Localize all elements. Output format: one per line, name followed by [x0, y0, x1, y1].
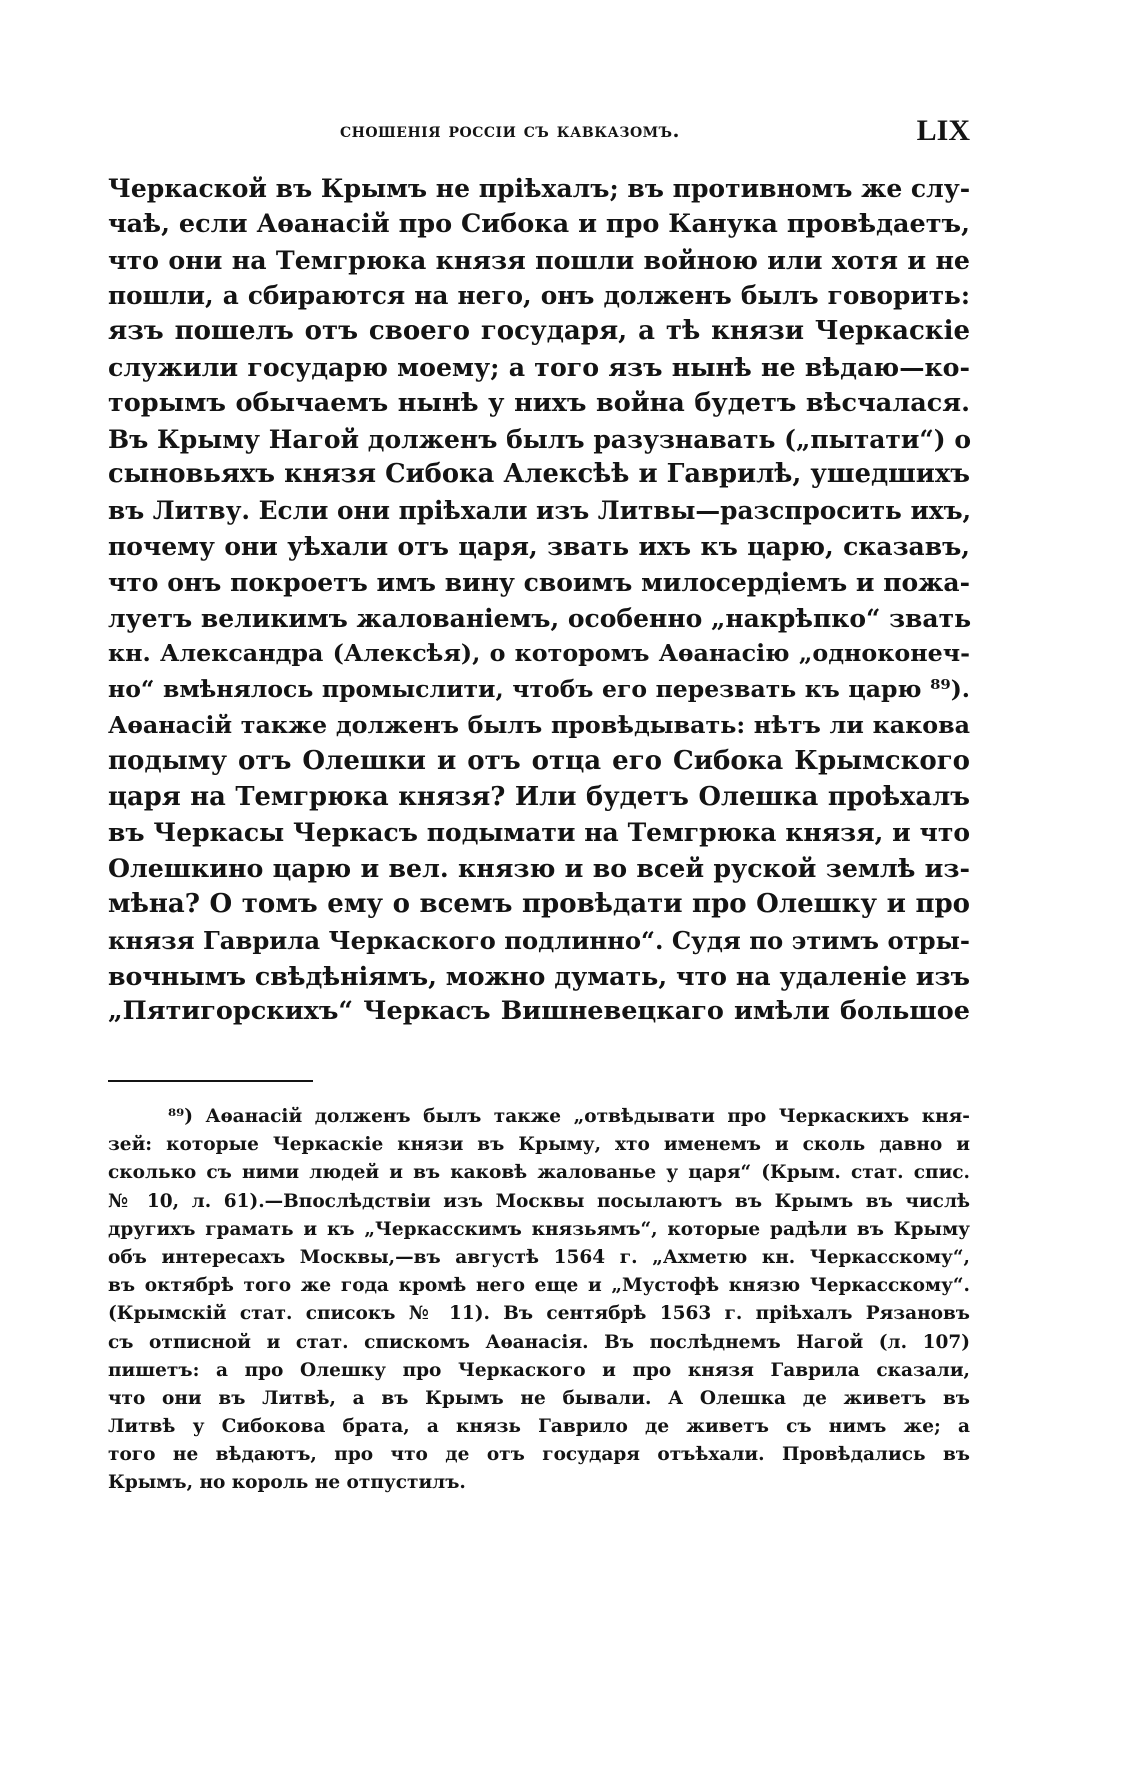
text-line: вочнымъ свѣдѣніямъ, можно думать, что на удаленіе изъ [108, 960, 970, 991]
text-line: Черкаской въ Крымъ не пріѣхалъ; въ противномъ же слу- [108, 174, 971, 203]
main-text [108, 171, 970, 1030]
text-line: въ Черкасы Черкасъ подымати на Темгрюка князя, и что [108, 818, 970, 848]
text-line: кн. Александра (Алексѣя), о которомъ Аѳанасію „одноконеч- [108, 639, 970, 668]
footnote-line: Литвѣ у Сибокова брата, а князь Гаврило де живетъ съ нимъ же; а [108, 1416, 970, 1438]
running-head: сношенія россіи съ кавказомъ. [339, 118, 681, 142]
text-line: Аѳанасій также долженъ былъ провѣдывать: нѣтъ ли какова [108, 710, 970, 739]
text-line: мѣна? О томъ ему о всемъ провѣдати про Олешку и про [108, 888, 970, 919]
text-line: язъ пошелъ отъ своего государя, а тѣ князи Черкаскіе [108, 316, 970, 347]
text-line: что онъ покроетъ имъ вину своимъ милосердіемъ и пожа- [108, 567, 970, 597]
text-line: „Пятигорскихъ“ Черкасъ Вишневецкаго имѣли большое [108, 996, 970, 1027]
footnote-line: сколько съ ними людей и въ каковѣ жалованье у царя“ (Крым. стат. спис. [108, 1162, 970, 1184]
text-line: сыновьяхъ князя Сибока Алексѣѣ и Гаврилѣ, ушедшихъ [108, 459, 970, 490]
footnote-line: (Крымскій стат. списокъ № 11). Въ сентябрѣ 1563 г. пріѣхалъ Рязановъ [108, 1303, 970, 1325]
text-line: торымъ обычаемъ нынѣ у нихъ война будетъ вѣсчалася. [108, 387, 970, 418]
footnote-line: ⁸⁹) Аѳанасій долженъ былъ также „отвѣдывати про Черкаскихъ кня- [168, 1106, 970, 1127]
footnote-line: объ интересахъ Москвы,—въ августѣ 1564 г. „Ахметю кн. Черкасскому“, [108, 1246, 970, 1268]
text-line: служили государю моему; а того язъ нынѣ не вѣдаю—ко- [108, 351, 970, 382]
footnote-line: пишетъ: а про Олешку про Черкаского и про князя Гаврила сказали, [108, 1359, 970, 1381]
text-line: Олешкино царю и вел. князю и во всей руской землѣ из- [108, 853, 970, 884]
text-line: царя на Темгрюка князя? Или будетъ Олешка проѣхалъ [108, 781, 970, 812]
footnote-line: № 10, л. 61).—Впослѣдствіи изъ Москвы посылаютъ въ Крымъ въ числѣ [108, 1190, 970, 1212]
footnote-line: другихъ грамать и къ „Черкасскимъ князьямъ“, которые радѣли въ Крыму [108, 1218, 970, 1240]
text-line: что они на Темгрюка князя пошли войною или хотя и не [108, 244, 970, 275]
text-line: подыму отъ Олешки и отъ отца его Сибока Крымского [108, 745, 970, 776]
page-number: LIX [916, 114, 970, 147]
text-line: но“ вмѣнялось промыслити, чтобъ его перезвать къ царю ⁸⁹). [108, 675, 970, 704]
text-line: Въ Крыму Нагой долженъ былъ разузнавать („пытати“) о [108, 424, 972, 454]
footnote-line: съ отписной и стат. спискомъ Аѳанасія. Въ послѣднемъ Нагой (л. 107) [108, 1331, 970, 1353]
footnote-line: того не вѣдаютъ, про что де отъ государя отъѣхали. Провѣдались въ [108, 1444, 970, 1466]
footnote-line: что они въ Литвѣ, а въ Крымъ не бывали. А Олешка де живетъ въ [108, 1387, 970, 1409]
footnote-line: въ октябрѣ того же года кромѣ него еще и „Мустофѣ князю Черкасскому“. [108, 1275, 970, 1297]
text-line: почему они уѣхали отъ царя, звать ихъ къ царю, сказавъ, [108, 531, 970, 561]
text-line: луетъ великимъ жалованіемъ, особенно „накрѣпко“ звать [108, 603, 972, 633]
text-line: князя Гаврила Черкаского подлинно“. Судя по этимъ отры- [108, 925, 970, 955]
footnote [108, 1103, 970, 1498]
text-line: чаѣ, если Аѳанасій про Сибока и про Канука провѣдаетъ, [108, 208, 970, 239]
footnote-divider [108, 1080, 313, 1082]
text-line: пошли, а сбираются на него, онъ долженъ былъ говорить: [108, 281, 970, 311]
text-line: въ Литву. Если они пріѣхали изъ Литвы—разспросить ихъ, [108, 496, 972, 526]
footnote-line: зей: которые Черкаскіе князи въ Крыму, хто именемъ и сколь давно и [108, 1134, 970, 1156]
footnote-line: Крымъ, но король не отпустилъ. [108, 1472, 466, 1494]
